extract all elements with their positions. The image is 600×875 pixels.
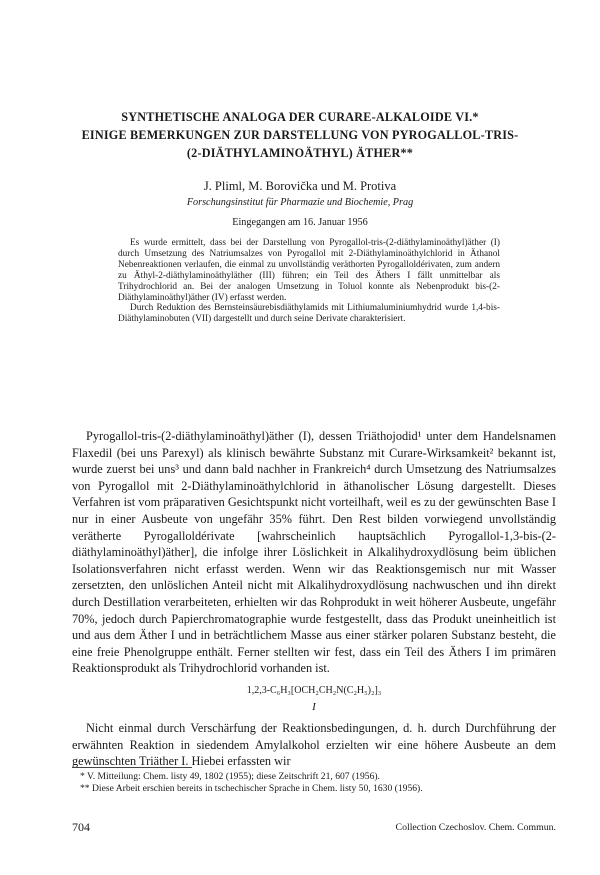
footnote-1: * V. Mitteilung: Chem. listy 49, 1802 (1955); diese Zeitschrift 21, 607 (1956). (80, 771, 380, 782)
title-line-1: SYNTHETISCHE ANALOGA DER CURARE-ALKALOIDE VI.* (121, 110, 479, 124)
abstract (118, 238, 500, 325)
chemical-formula: 1,2,3-C₆H₃[OCH₂CH₂N(C₂H₅)₂]₃ (246, 685, 382, 696)
footnote-2: ** Diese Arbeit erschien bereits in tschechischer Sprache in Chem. listy 50, 1630 (1956). (80, 783, 423, 795)
formula-label: I (312, 701, 316, 713)
title-line-2: EINIGE BEMERKUNGEN ZUR DARSTELLUNG VON PYROGALLOL-TRIS- (81, 128, 519, 142)
page-number: 704 (72, 820, 90, 834)
footnotes (72, 771, 556, 795)
footnote-divider (72, 767, 192, 768)
authors: J. Pliml, M. Borovička und M. Protiva (203, 179, 397, 193)
body-paragraph-2: Nicht einmal durch Verschärfung der Reaktionsbedingungen, d. h. durch Durchführung der erwähnten Reaktion in siedendem Amylalkohol erzielten wir eine höhere Ausbeute an dem gewünschten Triäther I. Hiebei erfassten wir (72, 721, 556, 769)
journal-name: Collection Czechoslov. Chem. Commun. (395, 822, 556, 833)
abstract-paragraph-1: Es wurde ermittelt, dass bei der Darstellung von Pyrogallol-tris-(2-diäthylaminoäthyl)äther (I) durch Umsetzung des Natriumsalzes von Pyrogallol mit 2-Diäthylaminoäthylchlorid in Äthanol Nebenreaktionen verlaufen, die einmal zu unvollständig veräthorten Pyrogalloldérivaten, zum andern zu Äthyl-2-diäthylaminoäthyläther (III) führen; ein Teil des Äthers I fällt unmittelbar als Trihydrochlorid an. Bei der analogen Umsetzung in Toluol konnte als Nebenprodukt bis-(2-Diäthylaminoäthyl)äther (IV) erfasst werden. (118, 238, 500, 303)
received-date: Eingegangen am 16. Januar 1956 (232, 217, 368, 228)
abstract-paragraph-2: Durch Reduktion des Bernsteinsäurebisdiäthylamids mit Lithiumaluminiumhydrid wurde 1,4-bis-Diäthylaminobuten (VII) dargestellt und durch seine Derivate charakterisiert. (118, 303, 500, 325)
body-text (72, 428, 556, 677)
title-line-3: (2-DIÄTHYLAMINOÄTHYL) ÄTHER** (186, 146, 414, 160)
body-text-continued (72, 720, 556, 770)
body-paragraph-1: Pyrogallol-tris-(2-diäthylaminoäthyl)äther (I), dessen Triäthojodid¹ unter dem Handelsnamen Flaxedil (bei uns Parexyl) als klinisch bewährte Substanz mit Curare-Wirksamkeit² bekannt ist, wurde zuerst bei uns³ und dann bald nachher in Frankreich⁴ durch Umsetzung des Natriumsalzes von Pyrogallol mit 2-Diäthylaminoäthylchlorid in äthanolischer Lösung dargestellt. Dieses Verfahren ist vom präparativen Gesichtspunkt nicht vorteilhaft, weil es zu der gewünschten Base I nur in einer Ausbeute von ungefähr 35% führt. Den Rest bilden vorwiegend unvollständig verätherte Pyrogalloldérivate [wahrscheinlich hauptsächlich Pyrogallol-1,3-bis-(2-diäthylaminoäthyl)äther], die infolge ihrer Löslichkeit in Alkalihydroxydlösung beim üblichen Isolationsverfahren nicht erfasst werden. Wenn wir das Reaktionsgemisch nur mit Wasser zersetzten, den unlöslichen Anteil nicht mit Alkalihydroxydlösung nachwuschen und ihn direkt durch Destillation verarbeiteten, erhielten wir das Rohprodukt in weit höherer Ausbeute, ungefähr 70%, jedoch durch Papierchromatographie wurde festgestellt, dass das Produkt uneinheitlich ist und aus dem Äther I und in beträchtlichem Masse aus einer stärker polaren Substanz besteht, die eine freie Phenolgruppe enthält. Ferner stellten wir fest, dass ein Teil des Äthers I im primären Reaktionsprodukt als Trihydrochlorid vorhanden ist. (72, 429, 556, 676)
affiliation: Forschungsinstitut für Pharmazie und Biochemie, Prag (186, 197, 414, 208)
